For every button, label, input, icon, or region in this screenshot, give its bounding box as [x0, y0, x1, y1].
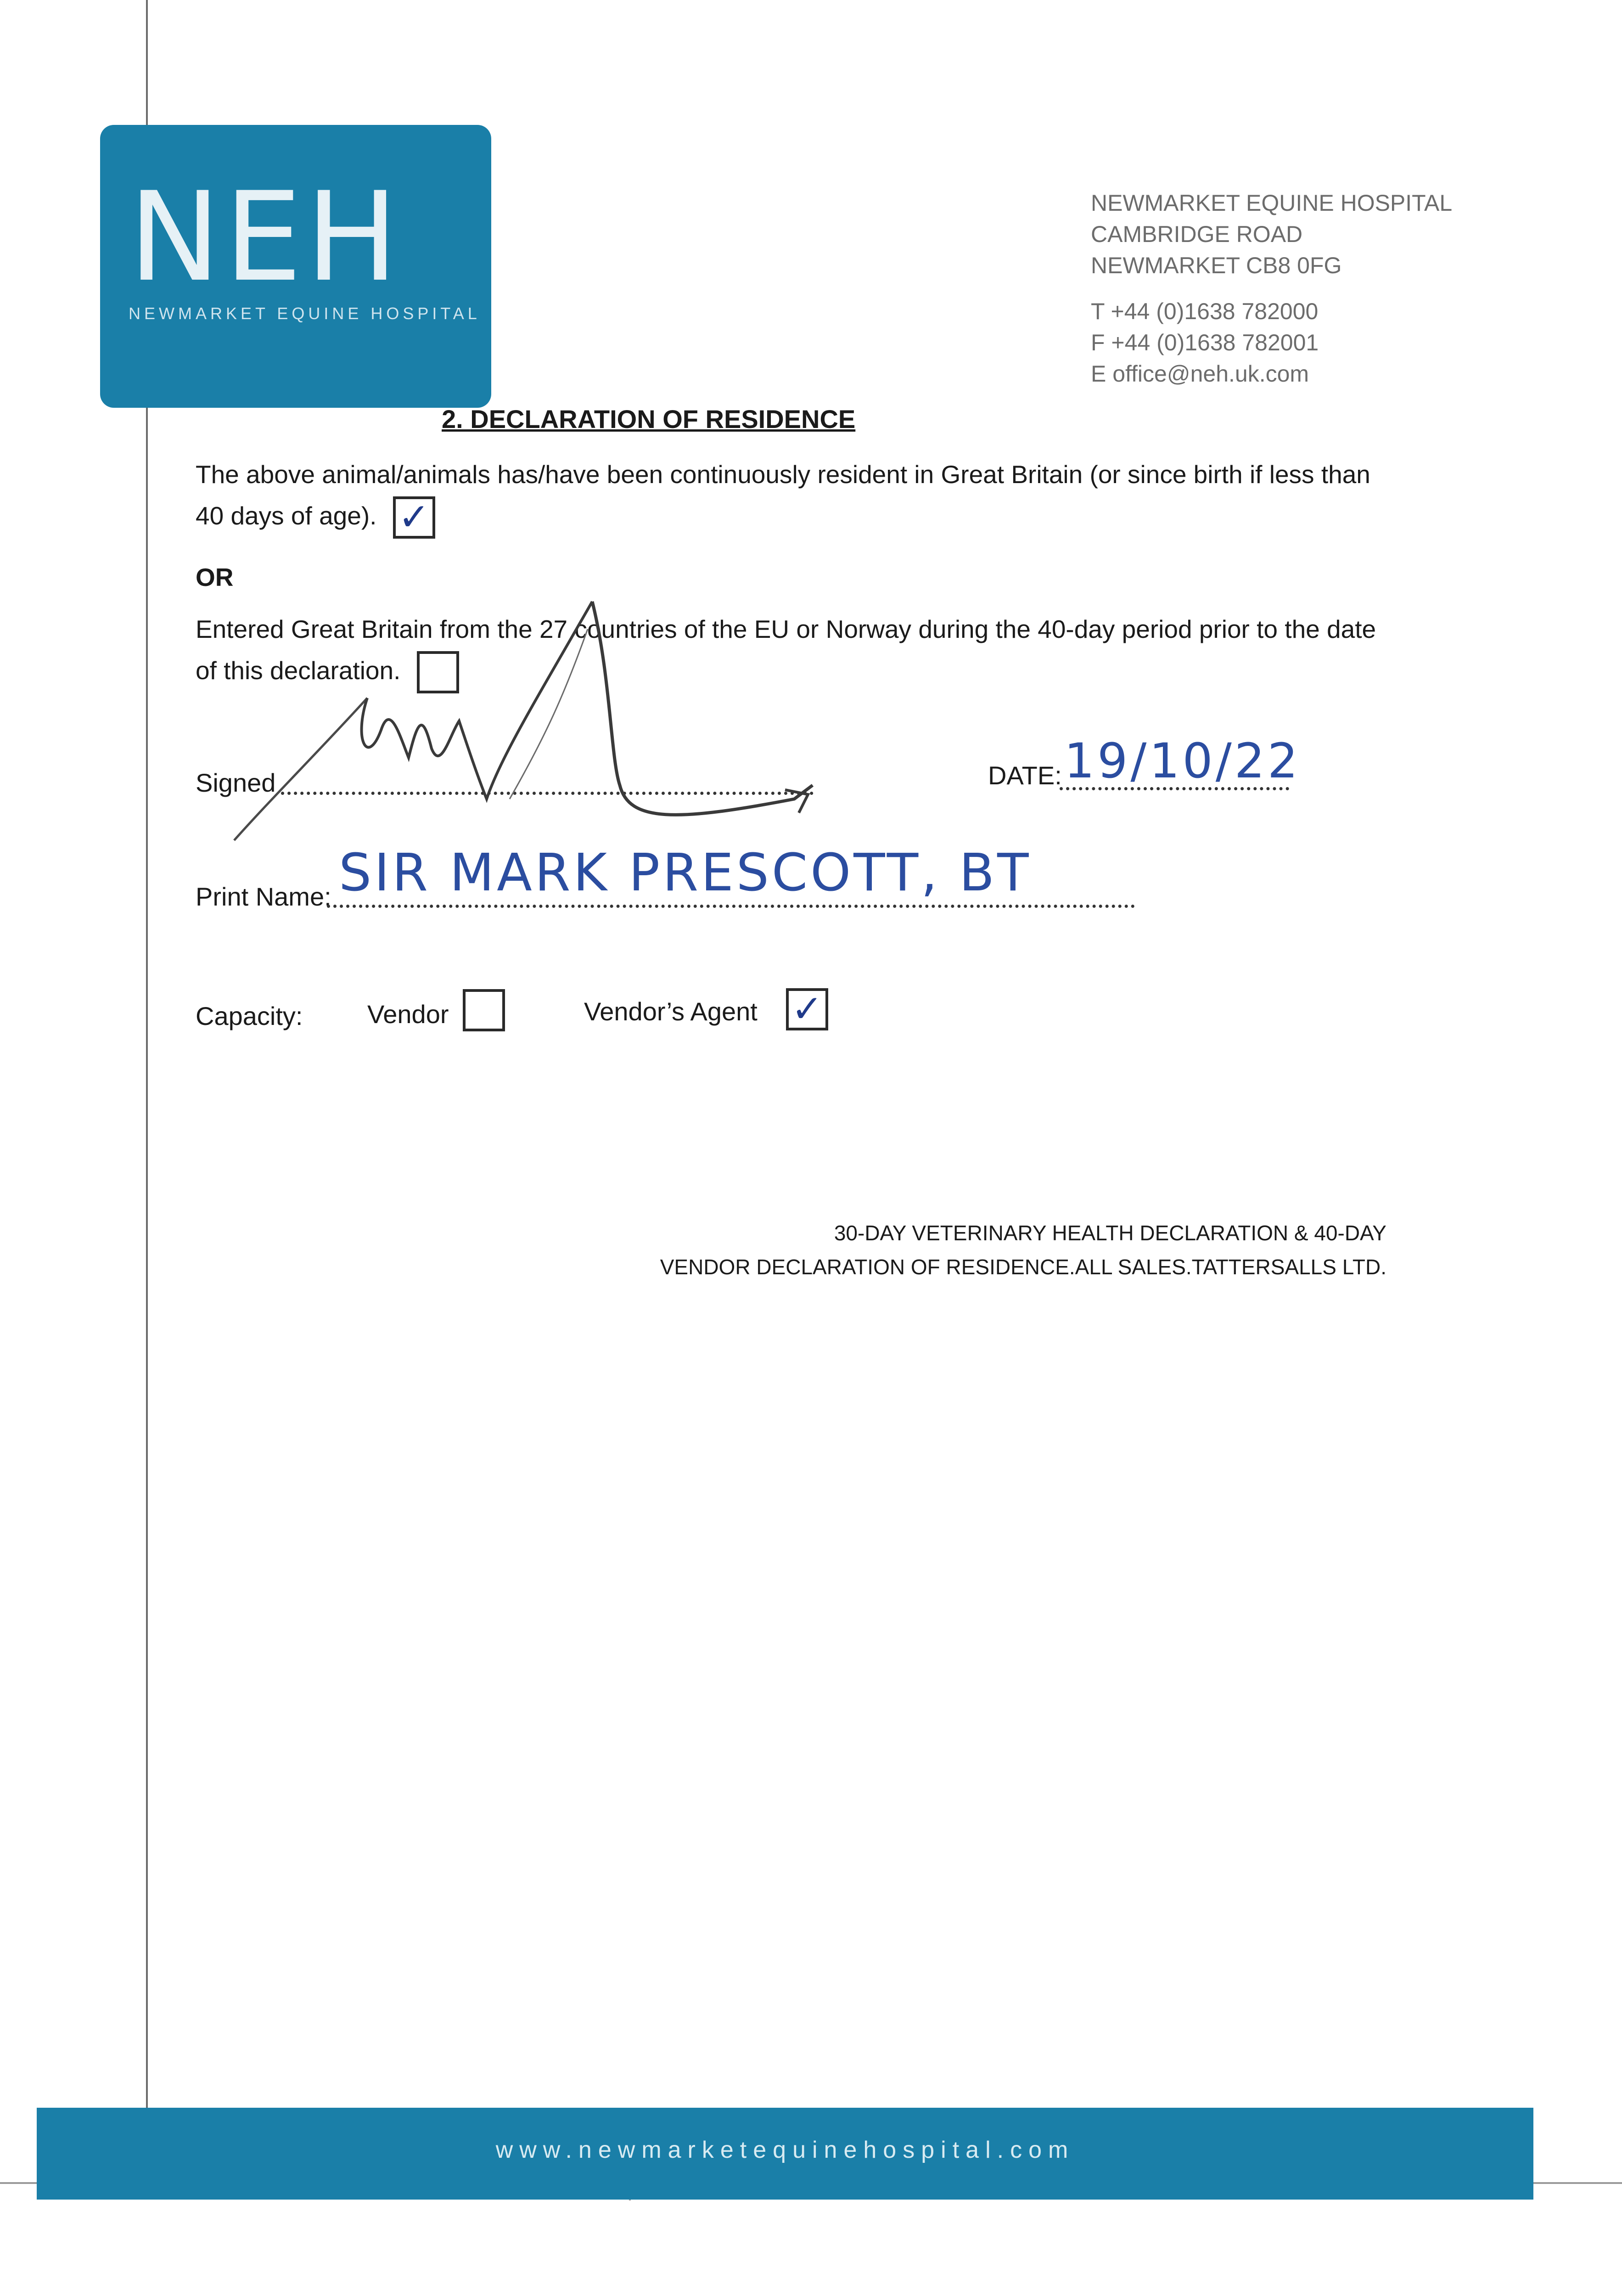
footer-line-1: 30-DAY VETERINARY HEALTH DECLARATION & 40-DAY: [834, 1221, 1386, 1245]
vendors-agent-label: Vendor’s Agent: [584, 997, 758, 1026]
signed-label: Signed: [196, 768, 276, 797]
date-value[interactable]: 19/10/22: [1064, 733, 1301, 789]
telephone: T +44 (0)1638 782000: [1091, 298, 1319, 324]
print-name-value[interactable]: SIR MARK PRESCOTT, BT: [339, 843, 1032, 903]
residence-statement: [196, 454, 1398, 539]
email: E office@neh.uk.com: [1091, 361, 1309, 387]
check-mark-icon: ✓: [398, 495, 430, 540]
residence-statement-text: The above animal/animals has/have been continuously resident in Great Britain (or since birth if less than 40 days of age).: [196, 460, 1370, 530]
address-line-2: CAMBRIDGE ROAD: [1091, 221, 1303, 247]
fax: F +44 (0)1638 782001: [1091, 330, 1319, 355]
address-line-3: NEWMARKET CB8 0FG: [1091, 253, 1342, 278]
neh-logo: [100, 125, 491, 408]
logo-mark: NEH: [129, 166, 402, 309]
residence-checkbox[interactable]: [393, 496, 435, 539]
section-title: 2. DECLARATION OF RESIDENCE: [442, 405, 856, 433]
capacity-label: Capacity:: [196, 1002, 303, 1030]
handwritten-signature: [216, 583, 849, 859]
address-block: [1091, 187, 1513, 389]
form-footer-note: [634, 1216, 1386, 1284]
or-label: OR: [196, 563, 234, 591]
footer-line-2: VENDOR DECLARATION OF RESIDENCE.ALL SALES.TATTERSALLS LTD.: [660, 1255, 1386, 1279]
print-name-line: [327, 905, 1135, 908]
vendors-agent-checkbox[interactable]: [786, 988, 828, 1030]
vendor-label: Vendor: [367, 1000, 449, 1029]
date-label: DATE:: [988, 761, 1062, 790]
entry-statement-text: Entered Great Britain from the 27 countries of the EU or Norway during the 40-day period prior to the date of this declaration.: [196, 615, 1376, 685]
website-url[interactable]: www.newmarketequinehospital.com: [495, 2137, 1075, 2163]
address-line-1: NEWMARKET EQUINE HOSPITAL: [1091, 190, 1453, 216]
vendor-checkbox[interactable]: [463, 989, 505, 1031]
check-mark-icon: ✓: [791, 987, 823, 1031]
logo-subtitle: NEWMARKET EQUINE HOSPITAL: [129, 304, 481, 323]
website-banner: [37, 2108, 1533, 2200]
print-name-label: Print Name:: [196, 882, 331, 911]
